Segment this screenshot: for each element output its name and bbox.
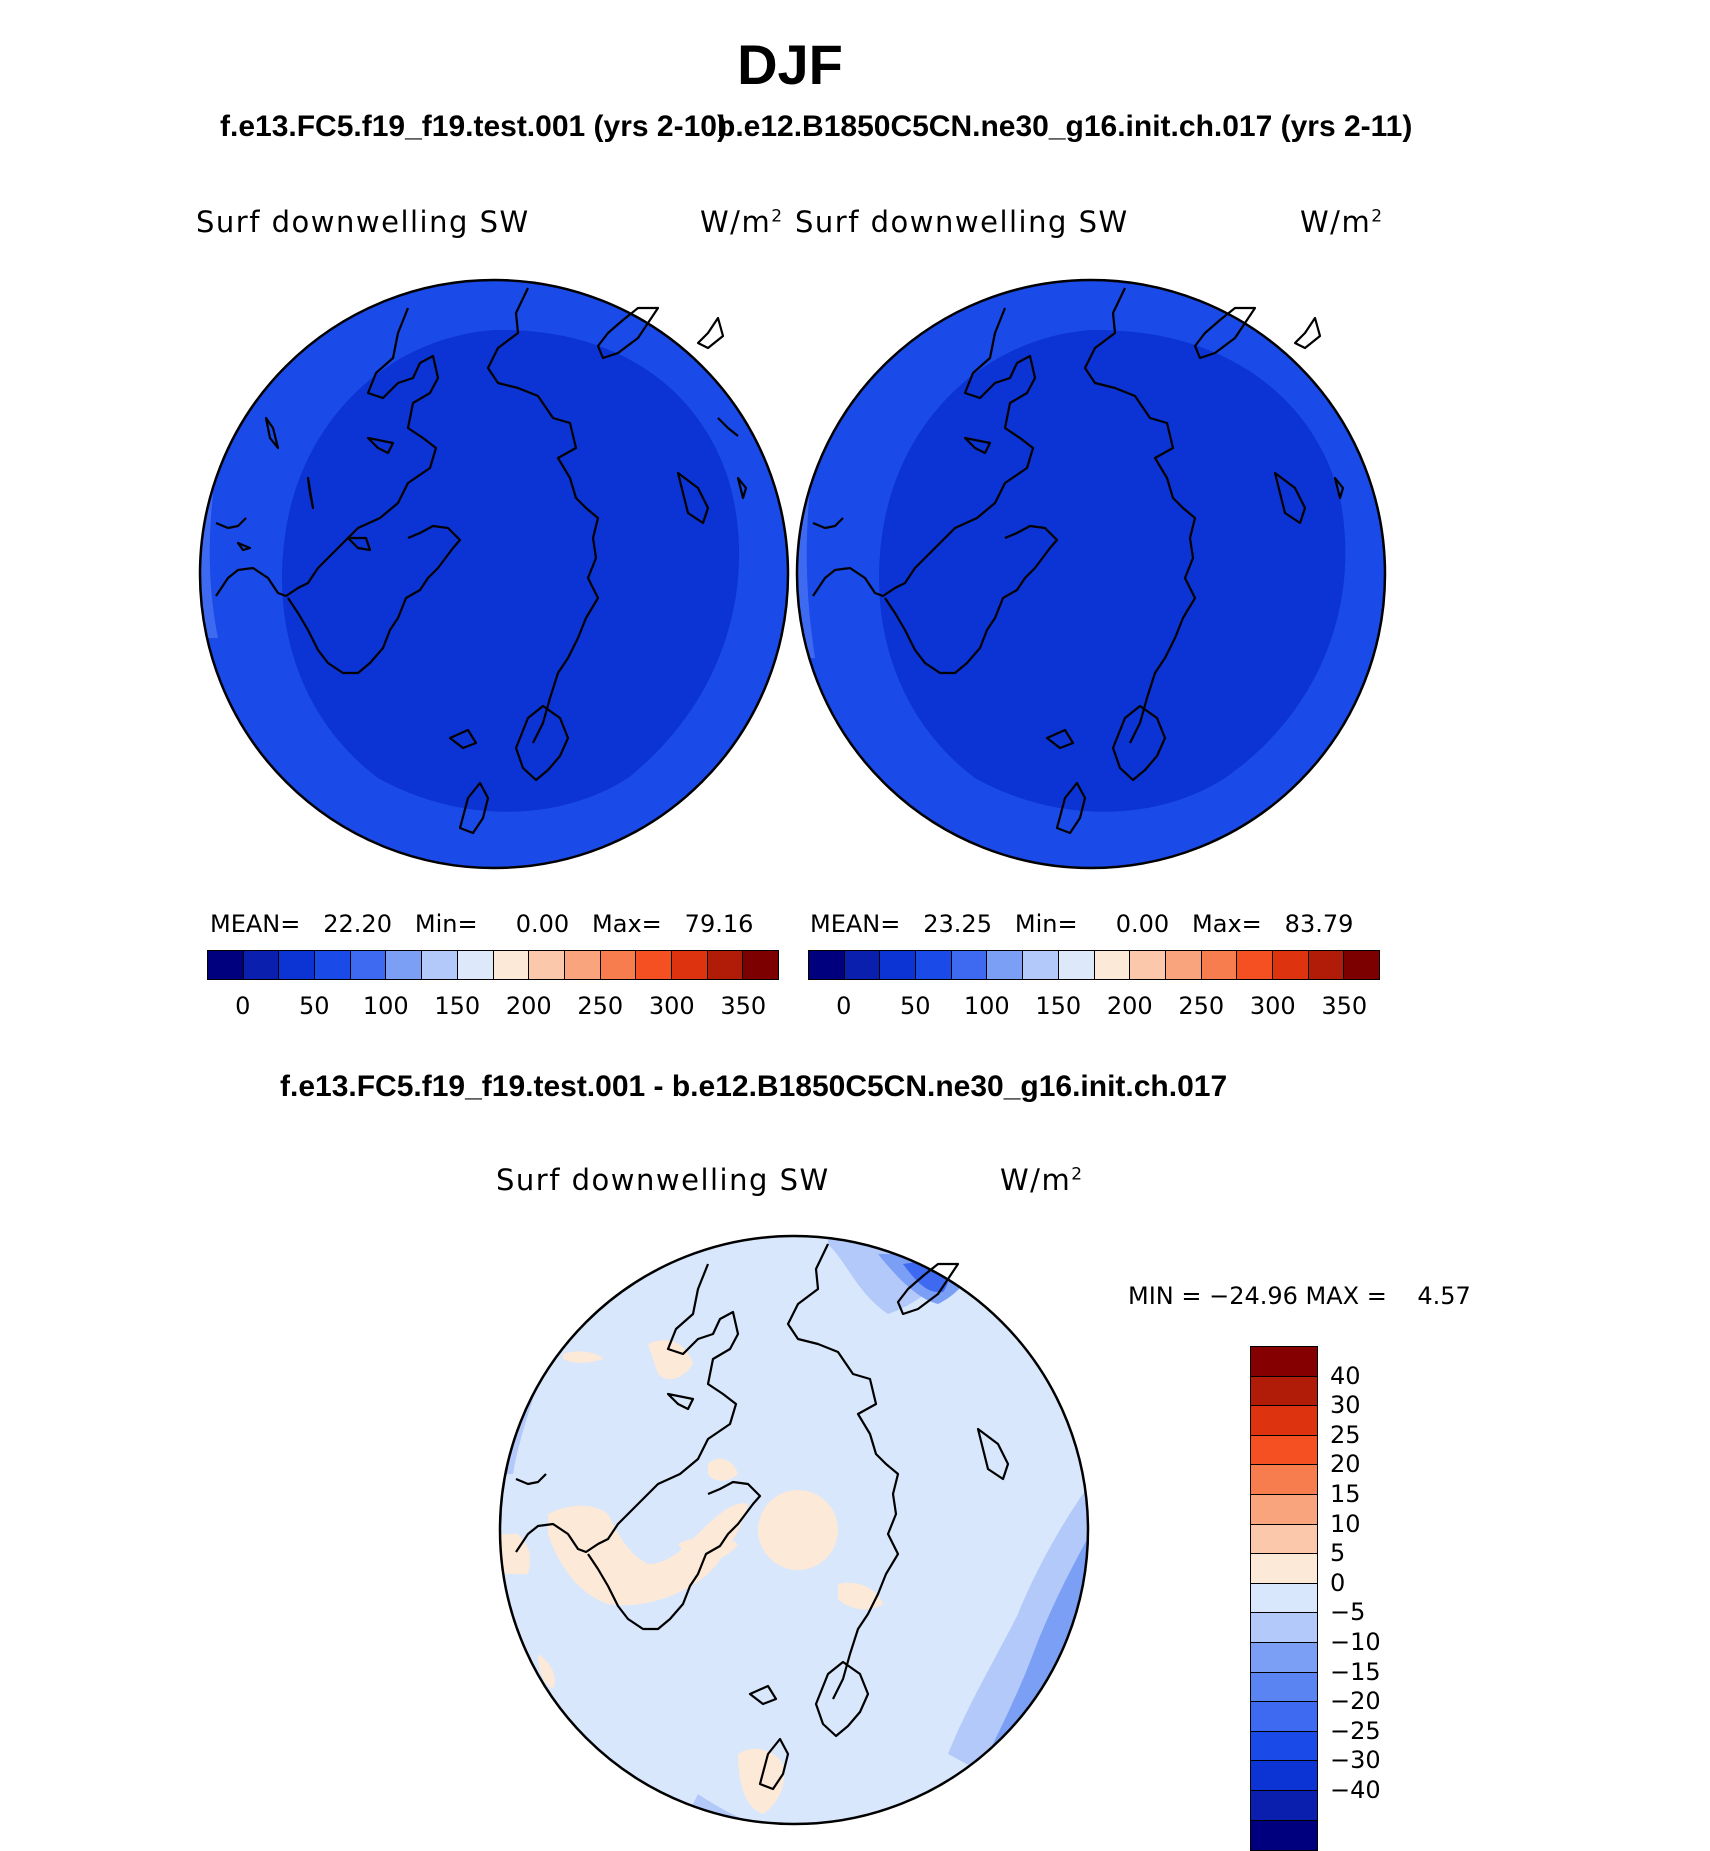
colorbar-tick-label: 50 — [899, 992, 931, 1020]
figure-title: DJF — [737, 33, 843, 96]
panel-left-stats: MEAN= 22.20 Min= 0.00 Max= 79.16 — [210, 910, 754, 938]
colorbar-tick-label: 350 — [1321, 992, 1368, 1020]
colorbar-tick-label: −40 — [1330, 1776, 1381, 1804]
colorbar-tick-label: −25 — [1330, 1716, 1381, 1745]
colorbar-swatch — [1251, 1732, 1317, 1762]
colorbar-swatch — [1251, 1436, 1317, 1466]
colorbar-tick-label: 10 — [1330, 1509, 1361, 1538]
colorbar-swatch — [1309, 951, 1345, 979]
colorbar-swatch — [880, 951, 916, 979]
diff-variable: Surf downwelling SW — [496, 1163, 830, 1197]
colorbar-tick-label: −5 — [1330, 1598, 1366, 1627]
colorbar-tick-label: 40 — [1330, 1361, 1361, 1390]
colorbar-tick-label: −15 — [1330, 1657, 1381, 1686]
colorbar-swatch — [1251, 1613, 1317, 1643]
colorbar-swatch — [1251, 1761, 1317, 1791]
colorbar-swatch — [1166, 951, 1202, 979]
colorbar-swatch — [672, 951, 708, 979]
colorbar-tick-label: 350 — [720, 992, 767, 1020]
colorbar-swatch — [1095, 951, 1131, 979]
diff-units: $W/m^2$ — [1000, 1163, 1084, 1197]
colorbar-swatch — [916, 951, 952, 979]
colorbar-swatch — [1237, 951, 1273, 979]
diff-minmax: MIN = −24.96 MAX = 4.57 — [1128, 1282, 1471, 1310]
difference-title: f.e13.FC5.f19_f19.test.001 - b.e12.B1850C5CN.ne30_g16.init.ch.017 — [280, 1070, 1228, 1103]
colorbar-tick-label: 0 — [235, 992, 251, 1020]
colorbar-swatch — [1251, 1643, 1317, 1673]
panel-left-units: $W/m^2$ — [700, 205, 784, 239]
colorbar-swatch — [1273, 951, 1309, 979]
colorbar-swatch — [351, 951, 387, 979]
polar-map-left — [198, 278, 790, 870]
colorbar-swatch — [1251, 1406, 1317, 1436]
panel-right-stats: MEAN= 23.25 Min= 0.00 Max= 83.79 — [810, 910, 1354, 938]
colorbar-swatch — [315, 951, 351, 979]
colorbar-swatch — [1251, 1465, 1317, 1495]
colorbar-tick-label: 20 — [1330, 1450, 1361, 1479]
colorbar-swatch — [422, 951, 458, 979]
colorbar-swatch — [1251, 1377, 1317, 1407]
colorbar-swatch — [1251, 1554, 1317, 1584]
colorbar-swatch — [1251, 1525, 1317, 1555]
colorbar-swatch — [1251, 1347, 1317, 1377]
colorbar-swatch — [529, 951, 565, 979]
colorbar-tick-label: −20 — [1330, 1687, 1381, 1716]
run-title-left: f.e13.FC5.f19_f19.test.001 (yrs 2-10) — [220, 110, 727, 143]
colorbar-swatch — [636, 951, 672, 979]
colorbar-tick-label: 0 — [836, 992, 852, 1020]
colorbar-swatch — [1251, 1584, 1317, 1614]
colorbar-difference — [1250, 1346, 1318, 1851]
colorbar-tick-label: 300 — [648, 992, 695, 1020]
colorbar-swatch — [987, 951, 1023, 979]
colorbar-tick-label: 300 — [1249, 992, 1296, 1020]
colorbar-swatch — [1251, 1791, 1317, 1821]
colorbar-swatch — [1130, 951, 1166, 979]
colorbar-swatch — [601, 951, 637, 979]
colorbar-tick-label: 200 — [505, 992, 552, 1020]
colorbar-swatch — [845, 951, 881, 979]
colorbar-swatch — [458, 951, 494, 979]
colorbar-swatch — [386, 951, 422, 979]
colorbar-tick-label: 100 — [362, 992, 409, 1020]
colorbar-swatch — [708, 951, 744, 979]
panel-left-variable: Surf downwelling SW — [196, 205, 530, 239]
panel-right-units: $W/m^2$ — [1300, 205, 1384, 239]
colorbar-tick-label: 25 — [1330, 1420, 1361, 1449]
colorbar-swatch — [494, 951, 530, 979]
colorbar-swatch — [743, 951, 778, 979]
polar-map-right — [795, 278, 1387, 870]
colorbar-swatch — [952, 951, 988, 979]
colorbar-tick-label: 150 — [434, 992, 481, 1020]
panel-right-variable: Surf downwelling SW — [795, 205, 1129, 239]
polar-map-difference — [498, 1234, 1090, 1834]
colorbar-tick-label: 30 — [1330, 1391, 1361, 1420]
colorbar-swatch — [1251, 1495, 1317, 1525]
colorbar-swatch — [1059, 951, 1095, 979]
colorbar-tick-label: 15 — [1330, 1480, 1361, 1508]
colorbar-swatch — [1023, 951, 1059, 979]
colorbar-swatch — [1251, 1702, 1317, 1732]
colorbar-tick-label: 250 — [577, 992, 624, 1020]
colorbar-swatch — [1251, 1673, 1317, 1703]
colorbar-tick-label: 50 — [298, 992, 330, 1020]
colorbar-tick-label: 200 — [1106, 992, 1153, 1020]
colorbar-tick-label: −30 — [1330, 1746, 1381, 1775]
colorbar-swatch — [1251, 1821, 1317, 1851]
run-title-right: b.e12.B1850C5CN.ne30_g16.init.ch.017 (yrs 2-11) — [717, 110, 1413, 143]
colorbar-swatch — [809, 951, 845, 979]
colorbar-swatch — [1202, 951, 1238, 979]
colorbar-right — [808, 950, 1380, 980]
colorbar-swatch — [565, 951, 601, 979]
colorbar-tick-label: 250 — [1178, 992, 1225, 1020]
colorbar-tick-label: 150 — [1035, 992, 1082, 1020]
colorbar-tick-label: 0 — [1330, 1568, 1346, 1597]
colorbar-swatch — [244, 951, 280, 979]
colorbar-tick-label: 5 — [1330, 1539, 1346, 1568]
colorbar-swatch — [208, 951, 244, 979]
colorbar-tick-label: −10 — [1330, 1628, 1381, 1656]
colorbar-swatch — [1344, 951, 1379, 979]
colorbar-swatch — [279, 951, 315, 979]
colorbar-left — [207, 950, 779, 980]
colorbar-tick-label: 100 — [963, 992, 1010, 1020]
